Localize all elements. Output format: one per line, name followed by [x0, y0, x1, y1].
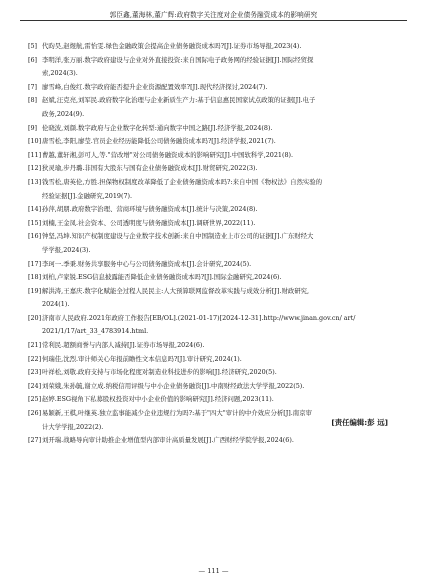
reference-item: [28, 393, 404, 407]
reference-text: 计大学学报,2022(2).: [42, 422, 104, 431]
reference-text: 伦晓波,刘颜.数字政府与企业数字化转型:通向数字中国之路[J].经济学报,2024(8).: [42, 123, 273, 132]
reference-text: 孙萍,胡朋.政府数字治理、营商环境与债务融资成本[J].统计与决策,2024(8).: [42, 205, 258, 214]
reference-item: [28, 203, 404, 217]
reference-number: [5]: [28, 42, 38, 50]
reference-text: 李珂一.季秉.财务共享服务中心与公司债务融资成本[J].会计研究,2024(5).: [42, 259, 252, 268]
page-number: — 111 —: [198, 567, 229, 575]
reference-text: 代昀昊,赵煜航,雷怡雯.绿色金融政策会提高企业债务融资成本吗?[J].证券市场导报,2023(4).: [42, 42, 302, 50]
reference-text: 刘荣娥,朱孙毓,谢立成.纳税信用评级与中小企业债务融资[J].中南财经政法大学学报,2022(5).: [42, 381, 305, 390]
header-rule: [20, 20, 407, 21]
reference-text: 曹越,董轩湘,彭可人,等."营改增"对公司债务融资成本的影响研究[J].中国软科学,2021(8).: [42, 150, 294, 159]
reference-item: [28, 54, 404, 81]
reference-item: [28, 217, 404, 231]
reference-number: [13]: [28, 177, 42, 186]
reference-number: [8]: [28, 96, 38, 105]
reference-item: [28, 353, 404, 367]
reference-text: 钱雪松,唐英伦,方胜.担保物权制度改革降低了企业债务融资成本吗?:来自中国《物权法》自然实验的: [42, 177, 323, 186]
reference-number: [20]: [28, 313, 42, 322]
running-header: 郭臣鑫,董海林,董广辉:政府数字关注度对企业债务融资成本的影响研究: [109, 11, 318, 19]
reference-number: [15]: [28, 218, 42, 227]
reference-item: [28, 122, 404, 136]
reference-item: [28, 162, 404, 176]
reference-text: 唐雪松,李阳,廖莹.官员企业经历能降低公司债务融资成本吗?[J].经济学报,2021(7).: [42, 137, 276, 146]
reference-text: 易颖新,王棋,叶继英.独立监事能减少企业违规行为吗?:基于"四大"审计的中介效应分析[J].南京审: [42, 409, 312, 418]
reference-item: [28, 40, 404, 54]
reference-text: 廖雪峰,白俊红.数字政府能否提升企业资源配置效率?[J].现代经济探讨,2024(7).: [42, 82, 268, 91]
reference-item: [28, 149, 404, 163]
reference-number: [12]: [28, 164, 42, 173]
reference-item: [28, 271, 404, 285]
reference-number: [25]: [28, 395, 42, 404]
reference-item: [28, 366, 404, 380]
reference-text: 李明洋,张万丽.数字政府建设与企业对外直接投资:来自国际电子政务网的经验证据[J].国际经贸探: [42, 55, 314, 64]
reference-text: 学学报,2024(3).: [42, 245, 91, 254]
reference-item: [28, 176, 404, 203]
reference-number: [27]: [28, 436, 42, 445]
reference-item: [28, 339, 404, 353]
reference-text: 2021/1/17/art_33_4783914.html.: [42, 327, 149, 336]
reference-number: [24]: [28, 381, 42, 390]
reference-number: [17]: [28, 259, 42, 268]
reference-number: [23]: [28, 368, 42, 377]
reference-item: [28, 135, 404, 149]
reference-text: 政务,2024(9).: [42, 109, 85, 118]
reference-item: [28, 81, 404, 95]
reference-text: 叶祥松,刘敬.政府支持与市场化程度对制造业科技进步的影响[J].经济研究,2020(5).: [42, 368, 277, 377]
reference-number: [11]: [28, 150, 42, 159]
reference-number: [22]: [28, 354, 42, 363]
reference-item: [28, 94, 404, 121]
reference-text: 刘楠,王金凤.社会资本、公司透明度与债务融资成本[J].调研世界,2022(11).: [42, 218, 256, 227]
reference-number: [16]: [28, 232, 42, 241]
reference-item: [28, 380, 404, 394]
reference-text: 刘柏,卢家锐.ESG信息披露能否降低企业债务融资成本吗?[J].国际金融研究,2024(6).: [42, 273, 282, 282]
reference-text: 索,2024(3).: [42, 69, 78, 78]
reference-number: [26]: [28, 409, 42, 418]
reference-text: 常利民.超额商誉与内部人减持[J].证券市场导报,2024(6).: [42, 341, 205, 350]
reference-item: [28, 258, 404, 272]
reference-text: 钟坚,冯坤.知识产权制度建设与企业数字技术创新:来自中国制造业上市公司的证据[J].广东财经大: [42, 232, 314, 241]
reference-item: [28, 312, 404, 339]
reference-number: [10]: [28, 137, 42, 146]
reference-text: 赵婷.ESG视角下私募股权投资对中小企业价值的影响研究[J].经济问题,2023(11).: [42, 395, 274, 404]
reference-number: [7]: [28, 82, 38, 91]
reference-item: [28, 230, 404, 257]
reference-item: [28, 434, 404, 448]
reference-item: [28, 285, 404, 312]
reference-list: [28, 40, 404, 448]
reference-number: [18]: [28, 273, 42, 282]
reference-number: [14]: [28, 205, 42, 214]
reference-number: [19]: [28, 286, 42, 295]
reference-number: [6]: [28, 55, 38, 64]
reference-text: 赵斌,汪克亮,刘军民.政府数字化治理与企业新质生产力:基于信息惠民国家试点政策的证据[J].电子: [42, 96, 316, 105]
reference-text: 何瑞佳,沈烈.审计师关心年报前瞻性文本信息吗?[J].审计研究,2024(1).: [42, 354, 242, 363]
reference-text: 经验证据[J].金融研究,2019(7).: [42, 191, 133, 200]
reference-text: 刘开瑞.战略导向审计助推企业增值型内部审计高质量发展[J].广西财经学院学报,2024(6).: [42, 436, 294, 445]
reference-text: 狄灵瑜,步丹璐.非国有大股东与国有企业债务融资成本[J].财贸研究,2022(3).: [42, 164, 258, 173]
reference-text: 2024(1).: [42, 300, 70, 309]
reference-number: [21]: [28, 341, 42, 350]
responsible-editor: [责任编辑:彭 远]: [331, 418, 388, 427]
reference-number: [9]: [28, 123, 38, 132]
reference-text: 解洪涛,王嘉庆.数字化赋能全过程人民民主:人大预算联网监督改革实践与成效分析[J].财政研究,: [42, 286, 310, 295]
reference-text: 济南市人民政府.2021年政府工作报告[EB/OL].(2021-01-17)[2024-12-31].http://www.jinan.gov.cn/ art/: [42, 313, 356, 322]
